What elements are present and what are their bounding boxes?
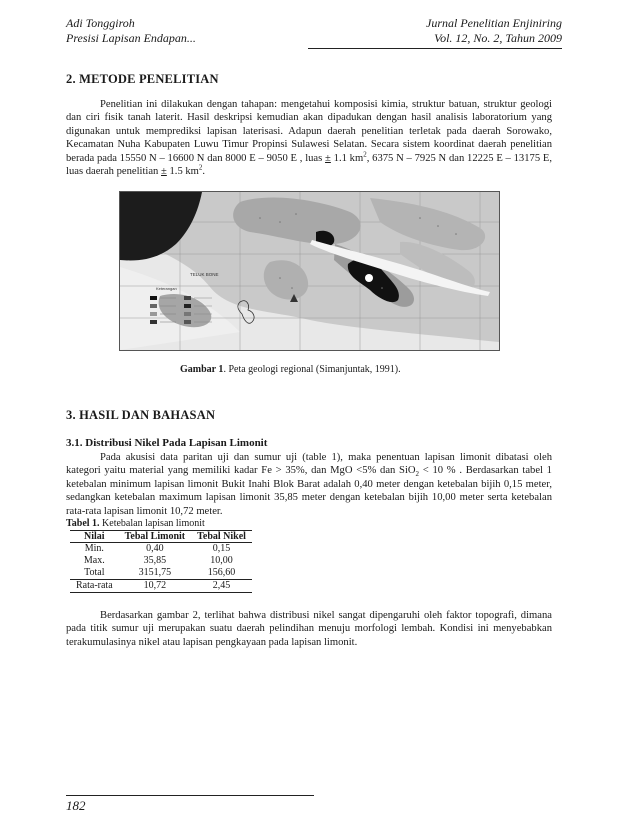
- table-caption-text: Ketebalan lapisan limonit: [99, 518, 205, 529]
- table-header-cell: Nilai: [70, 531, 119, 543]
- table-caption: [66, 518, 205, 529]
- table-cell: 2,45: [191, 580, 252, 593]
- paragraph-distribusi-text-b: < 10 % . Berdasarkan tabel 1 ketebalan minimum lapisan limonit Bukit Inahi Blok Barat adalah 0,40 meter dengan ketebalan bijih 0,15 meter, sedangkan ketebalan maximum lapisan limonit 35,85 meter dengan ketebalan bijih 10,00 meter serta ketebalan rata-rata lapisan limonit 10,72 meter.: [66, 465, 552, 517]
- section-heading-metode: 2. METODE PENELITIAN: [66, 72, 219, 86]
- table-row: [70, 567, 252, 580]
- table-cell: Max.: [83, 555, 105, 566]
- table-cell: 156,60: [207, 567, 236, 578]
- plus-minus-1: ±: [325, 152, 331, 164]
- header-rule: [308, 48, 562, 49]
- table-cell: Total: [84, 567, 105, 578]
- paragraph-topografi-text: Berdasarkan gambar 2, terlihat bahwa distribusi nikel sangat dipengaruhi oleh faktor topografi, dimana pada titik sumur uji merupakan suatu daerah pelindihan menuju morfologi lembah. Kondisi ini menyebabkan terakumulasinya nikel atau lapisan pengkayaan pada lapisan limonit.: [66, 610, 552, 648]
- table-cell: 10,72: [119, 580, 191, 593]
- map-legend-title: Keterangan: [156, 286, 177, 291]
- header-author: Adi Tonggiroh: [66, 16, 135, 30]
- table-header-cell: Tebal Nikel: [191, 531, 252, 543]
- header-volume: Vol. 12, No. 2, Tahun 2009: [434, 31, 562, 45]
- table-header-row: [70, 531, 252, 543]
- table-row: [70, 580, 252, 593]
- table-cell: 0,40: [146, 543, 164, 554]
- footer-rule: [66, 795, 314, 796]
- figure-caption-label: Gambar 1: [180, 364, 224, 375]
- table-ketebalan: [70, 530, 252, 593]
- paragraph-metode-mid: , 6375 N – 7925 N dan 12225 E – 13175 E, luas daerah penelitian: [66, 152, 553, 178]
- superscript-2b: 2: [198, 163, 203, 172]
- paragraph-topografi: [66, 609, 552, 649]
- running-header-right: [426, 16, 562, 46]
- paragraph-distribusi: [66, 451, 552, 518]
- table-cell: Min.: [84, 543, 104, 554]
- paragraph-metode: [66, 98, 552, 178]
- running-header-left: [66, 16, 196, 46]
- table-cell: 3151,75: [138, 567, 172, 578]
- geological-map-figure: [119, 191, 500, 351]
- table-caption-label: Tabel 1.: [66, 518, 100, 529]
- subscript-2: 2: [415, 470, 420, 479]
- table-cell: 35,85: [143, 555, 167, 566]
- table-row: [70, 543, 252, 556]
- figure-caption: [180, 364, 401, 375]
- area-2: 1.5 km: [166, 166, 199, 178]
- page-number: 182: [66, 798, 86, 813]
- paragraph-distribusi-text-a: Pada akusisi data paritan uji dan sumur uji (table 1), maka penentuan lapisan limonit dibatasi oleh kategori yaitu material yang memiliki kadar Fe > 35%, dan MgO <5% dan SiO: [66, 452, 552, 477]
- table-cell: Rata-rata: [70, 580, 119, 593]
- figure-caption-text: . Peta geologi regional (Simanjuntak, 1991).: [223, 364, 401, 375]
- section-heading-hasil: 3. HASIL DAN BAHASAN: [66, 408, 216, 422]
- header-short-title: Presisi Lapisan Endapan...: [66, 31, 196, 45]
- geological-map-image: [120, 192, 499, 350]
- table-cell: 10,00: [210, 555, 233, 566]
- table-cell: 0,15: [212, 543, 231, 554]
- plus-minus-2: ±: [161, 166, 167, 178]
- area-1: 1.1 km: [330, 152, 364, 164]
- header-journal: Jurnal Penelitian Enjiniring: [426, 16, 562, 30]
- map-label-bay: TELUK BONE: [190, 272, 219, 277]
- subsection-heading-distribusi: 3.1. Distribusi Nikel Pada Lapisan Limonit: [66, 437, 268, 449]
- table-header-cell: Tebal Limonit: [119, 531, 191, 543]
- paragraph-metode-end: .: [202, 166, 206, 178]
- paragraph-metode-text: Penelitian ini dilakukan dengan tahapan: mengetahui komposisi kimia, struktur batuan, struktur geologi dan ciri fisik tanah laterit. Hasil deskripsi kemudian akan dipadukan dengan hasil analisis laboratorium yang digunakan untuk memprediksi lapisan laterisasi. Adapun daerah penelitian terletak pada daerah Sorowako, Kecamatan Nuha Kabupaten Luwu Timur Propinsi Sulawesi Selatan. Secara sistem koordinat daerah penelitian berada pada 15550 N – 16600 N dan 8000 E – 9050 E , luas: [66, 99, 552, 164]
- table-row: [70, 555, 252, 567]
- superscript-2a: 2: [363, 150, 367, 159]
